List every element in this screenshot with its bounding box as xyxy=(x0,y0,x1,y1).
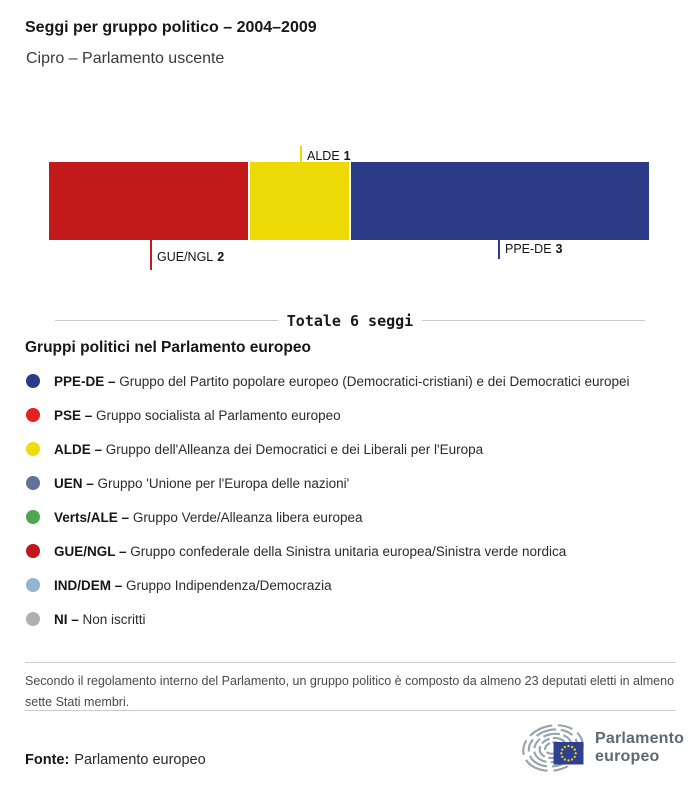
group-color-dot xyxy=(26,578,40,592)
group-desc: Gruppo socialista al Parlamento europeo xyxy=(96,407,341,423)
footnote-divider-bottom xyxy=(25,710,676,711)
group-desc: Gruppo del Partito popolare europeo (Democratici-cristiani) e dei Democratici europei xyxy=(119,373,630,389)
group-color-dot xyxy=(26,476,40,490)
group-color-dot xyxy=(26,408,40,422)
divider-line-right xyxy=(422,320,645,321)
group-color-dot xyxy=(26,612,40,626)
ppe-de-group-label: PPE-DE xyxy=(505,242,552,256)
segment-ppe-de xyxy=(351,162,649,240)
alde-seat-count: 1 xyxy=(343,149,351,163)
group-abbr: NI – xyxy=(54,611,79,627)
group-desc: Gruppo dell'Alleanza dei Democratici e dei Liberali per l'Europa xyxy=(105,441,484,457)
alde-callout xyxy=(307,149,351,163)
group-abbr: PPE-DE – xyxy=(54,373,116,389)
group-abbr: IND/DEM – xyxy=(54,577,123,593)
gue-ngl-callout xyxy=(157,250,224,264)
ppe-de-seat-count: 3 xyxy=(555,242,563,256)
european-parliament-logo xyxy=(520,722,686,774)
group-abbr: Verts/ALE – xyxy=(54,509,130,525)
source-label: Fonte: xyxy=(25,752,70,768)
seats-stacked-bar xyxy=(49,162,649,240)
footnote-divider-top xyxy=(25,662,676,663)
page-subtitle: Cipro – Parlamento uscente xyxy=(26,50,225,67)
group-desc: Gruppo confederale della Sinistra unitaria europea/Sinistra verde nordica xyxy=(130,543,567,559)
total-seats-divider xyxy=(55,312,645,329)
footnote-text: Secondo il regolamento interno del Parlamento, un gruppo politico è composto da almeno 23 deputati eletti in almeno sette Stati membri. xyxy=(25,674,675,709)
segment-alde xyxy=(250,162,349,240)
group-desc: Non iscritti xyxy=(82,611,146,627)
gue-ngl-tick-line xyxy=(150,240,152,270)
group-desc: Gruppo 'Unione per l'Europa delle nazioni' xyxy=(97,475,350,491)
group-abbr: ALDE – xyxy=(54,441,103,457)
group-abbr: PSE – xyxy=(54,407,93,423)
logo-wordmark xyxy=(595,730,684,766)
hemicycle-eu-flag-icon xyxy=(520,722,592,774)
legend-item-pse xyxy=(25,398,685,432)
group-abbr: UEN – xyxy=(54,475,94,491)
alde-tick-line xyxy=(300,146,302,162)
legend-item-gue-ngl xyxy=(25,534,685,568)
source-value: Parlamento europeo xyxy=(74,752,206,768)
legend-item-alde xyxy=(25,432,685,466)
gue-ngl-group-label: GUE/NGL xyxy=(157,250,214,264)
legend-item-ni xyxy=(25,602,685,636)
alde-group-label: ALDE xyxy=(307,149,340,163)
political-groups-legend xyxy=(25,364,685,636)
legend-item-verts-ale xyxy=(25,500,685,534)
segment-gue-ngl xyxy=(49,162,248,240)
group-color-dot xyxy=(26,544,40,558)
page-title: Seggi per gruppo politico – 2004–2009 xyxy=(25,19,317,36)
legend-item-uen xyxy=(25,466,685,500)
ppe-de-tick-line xyxy=(498,240,500,259)
group-color-dot xyxy=(26,374,40,388)
ppe-de-callout xyxy=(505,242,563,256)
source-line xyxy=(25,752,206,768)
gue-ngl-seat-count: 2 xyxy=(217,250,225,264)
group-color-dot xyxy=(26,442,40,456)
group-desc: Gruppo Verde/Alleanza libera europea xyxy=(132,509,363,525)
divider-line-left xyxy=(55,320,278,321)
total-seats-label: Totale 6 seggi xyxy=(286,311,414,330)
group-desc: Gruppo Indipendenza/Democrazia xyxy=(126,577,332,593)
group-color-dot xyxy=(26,510,40,524)
logo-line1: Parlamento xyxy=(595,730,685,747)
legend-item-ppe-de xyxy=(25,364,685,398)
legend-item-ind-dem xyxy=(25,568,685,602)
logo-line2: europeo xyxy=(595,748,660,765)
group-abbr: GUE/NGL – xyxy=(54,543,127,559)
legend-heading: Gruppi politici nel Parlamento europeo xyxy=(25,339,311,356)
